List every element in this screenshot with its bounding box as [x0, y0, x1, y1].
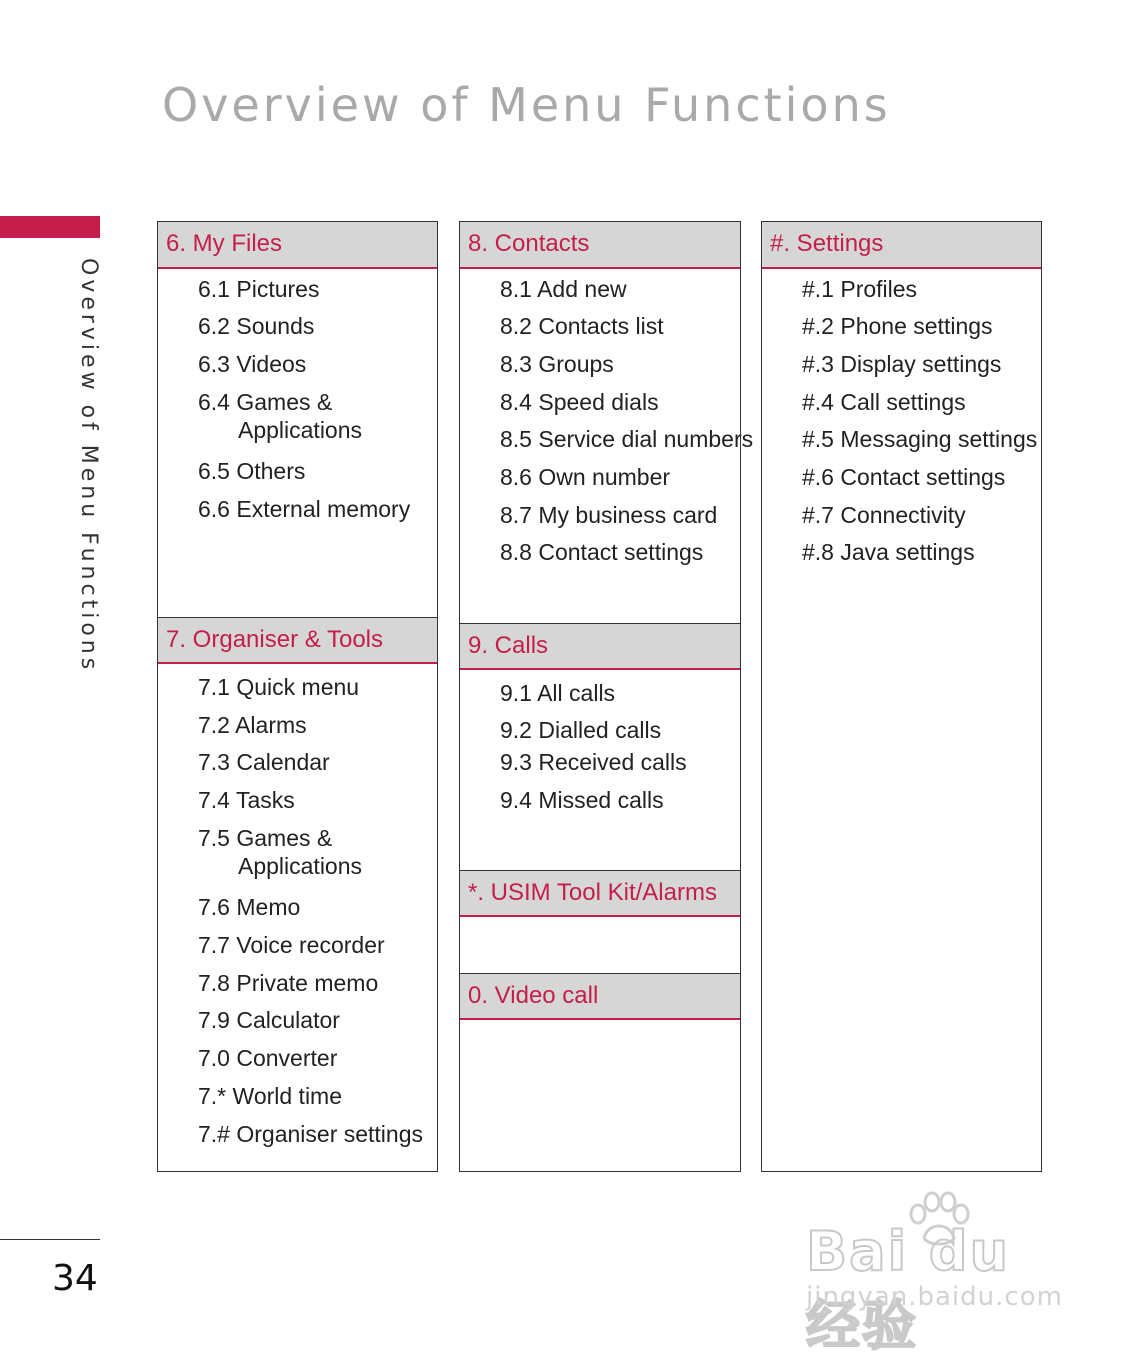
menu-item: 9.3 Received calls	[500, 749, 687, 775]
section-header-calls: 9. Calls	[460, 623, 740, 670]
menu-item: 6.5 Others	[198, 458, 306, 484]
menu-item: 6.2 Sounds	[198, 313, 315, 339]
menu-item: #.5 Messaging settings	[802, 426, 1038, 452]
watermark-brand: Bai du 经验	[806, 1220, 1011, 1357]
menu-item: #.2 Phone settings	[802, 313, 993, 339]
watermark-url: jingyan.baidu.com	[806, 1282, 1063, 1312]
page-number-rule	[0, 1239, 100, 1240]
menu-item	[198, 824, 362, 880]
page-title: Overview of Menu Functions	[162, 78, 891, 132]
menu-item: 8.1 Add new	[500, 276, 627, 302]
menu-item: 9.4 Missed calls	[500, 787, 664, 813]
accent-bar	[0, 216, 100, 238]
menu-item: #.4 Call settings	[802, 389, 966, 415]
menu-item: 6.1 Pictures	[198, 276, 320, 302]
menu-item: 6.3 Videos	[198, 351, 307, 377]
menu-item: 7.9 Calculator	[198, 1007, 340, 1033]
menu-item: 7.* World time	[198, 1083, 343, 1109]
menu-item: #.3 Display settings	[802, 351, 1002, 377]
menu-item: 6.6 External memory	[198, 496, 411, 522]
menu-item: 8.8 Contact settings	[500, 539, 704, 565]
menu-item: 9.2 Dialled calls	[500, 717, 662, 743]
column-settings	[761, 221, 1042, 1172]
section-header-usim-tool-kit: *. USIM Tool Kit/Alarms	[460, 870, 740, 917]
menu-item: 8.4 Speed dials	[500, 389, 659, 415]
menu-item-continuation: Applications	[238, 853, 363, 879]
menu-item	[198, 388, 362, 444]
menu-item: 8.7 My business card	[500, 502, 718, 528]
side-title: Overview of Menu Functions	[76, 258, 101, 674]
menu-item: #.6 Contact settings	[802, 464, 1006, 490]
menu-item: #.1 Profiles	[802, 276, 918, 302]
menu-item: 8.2 Contacts list	[500, 313, 664, 339]
menu-item: 7.2 Alarms	[198, 712, 307, 738]
menu-item-label: 7.5 Games &	[198, 825, 333, 851]
menu-item: 7.8 Private memo	[198, 970, 379, 996]
menu-item: 8.3 Groups	[500, 351, 614, 377]
menu-item: #.7 Connectivity	[802, 502, 966, 528]
section-header-contacts: 8. Contacts	[460, 222, 740, 269]
menu-item: 7.1 Quick menu	[198, 674, 360, 700]
section-header-video-call: 0. Video call	[460, 973, 740, 1020]
column-contacts-calls	[459, 221, 754, 1172]
menu-item: #.8 Java settings	[802, 539, 975, 565]
menu-item-continuation: Applications	[238, 417, 363, 443]
menu-item: 7.7 Voice recorder	[198, 932, 385, 958]
section-header-organiser-tools: 7. Organiser & Tools	[158, 617, 437, 664]
menu-item-label: 6.4 Games &	[198, 389, 333, 415]
menu-item: 7.6 Memo	[198, 894, 301, 920]
menu-item: 7.3 Calendar	[198, 749, 330, 775]
page-number: 34	[52, 1258, 98, 1299]
section-header-my-files: 6. My Files	[158, 222, 437, 269]
baidu-watermark	[806, 1190, 1076, 1357]
menu-item: 7.0 Converter	[198, 1045, 338, 1071]
menu-item: 7.4 Tasks	[198, 787, 295, 813]
menu-item: 7.# Organiser settings	[198, 1121, 424, 1147]
menu-item: 8.5 Service dial numbers	[500, 426, 754, 452]
column-my-files-organiser	[157, 221, 438, 1172]
section-header-settings: #. Settings	[762, 222, 1041, 269]
menu-item: 8.6 Own number	[500, 464, 671, 490]
menu-item: 9.1 All calls	[500, 680, 616, 706]
